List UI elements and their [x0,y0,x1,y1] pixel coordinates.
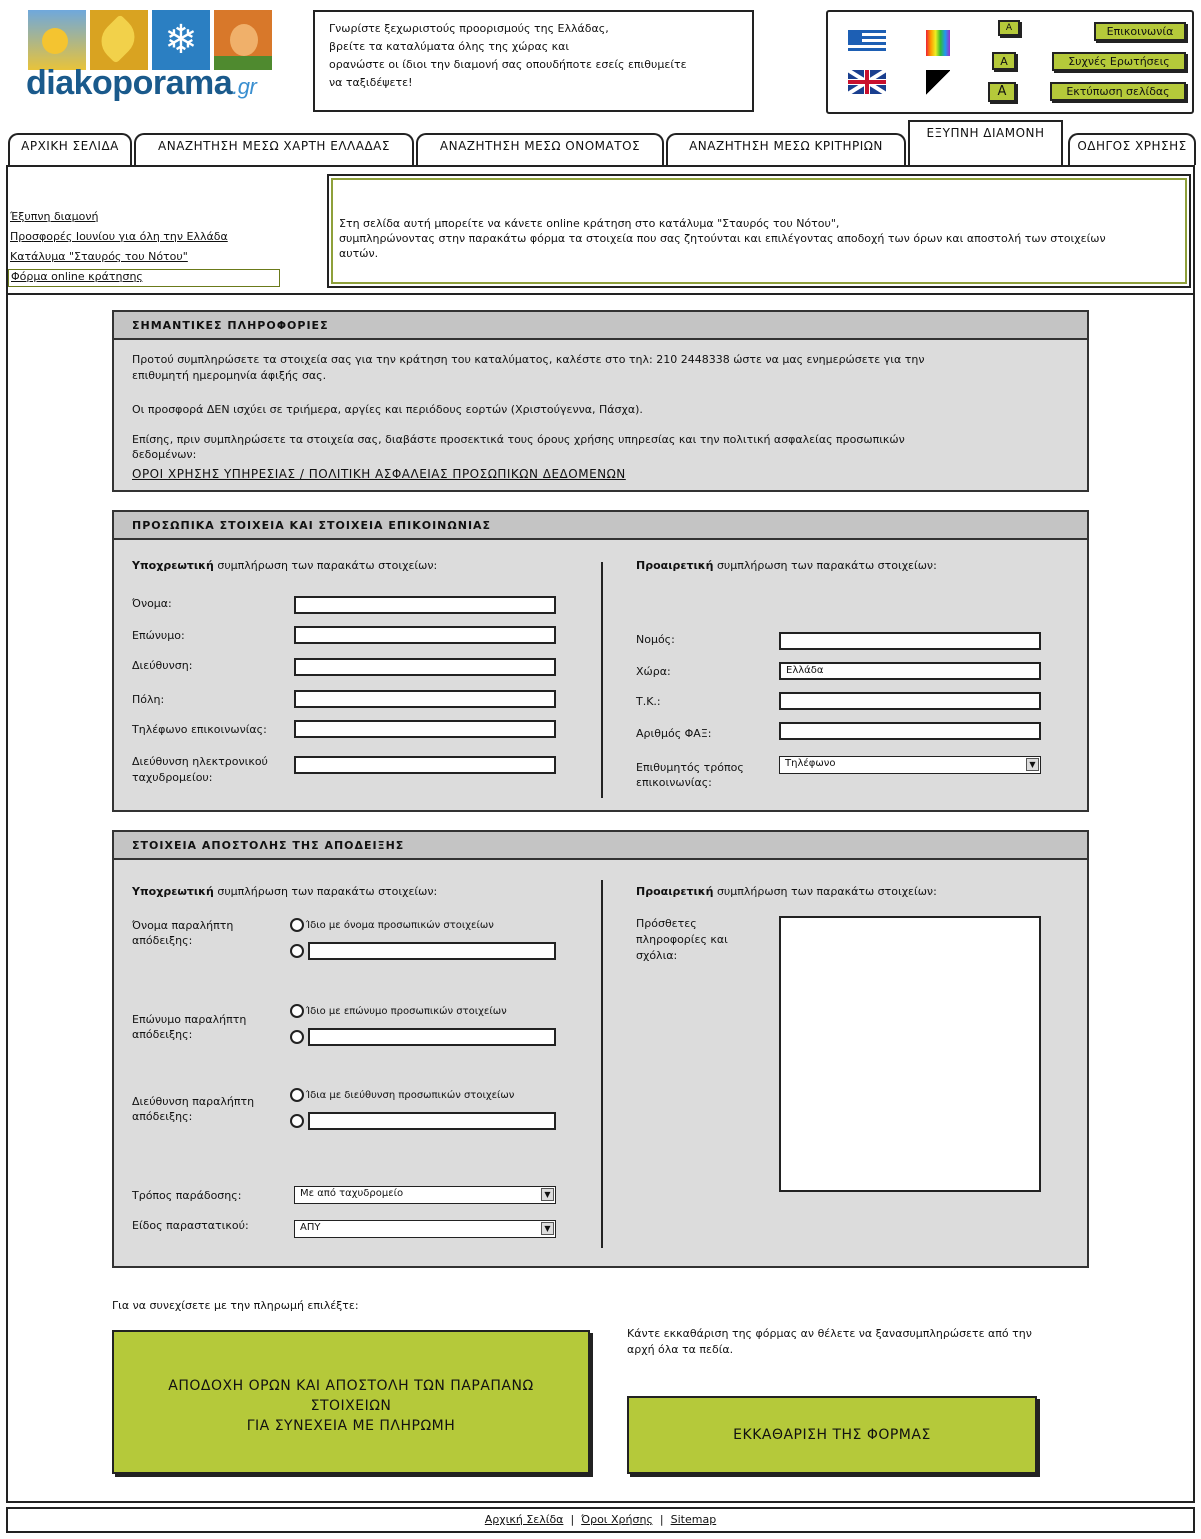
footer-separator: | [570,1513,575,1526]
greek-flag-icon[interactable] [848,30,886,54]
chevron-down-icon[interactable]: ▼ [541,1222,554,1235]
required-note-rest: συμπλήρωση των παρακάτω στοιχείων: [217,559,438,572]
font-size-small-button[interactable]: A [998,20,1020,36]
intro-line: ορανώστε οι ίδιοι την διαμονή σας οπουδήποτε εσείς επιθυμείτε [329,58,687,71]
accept-button-line: ΣΤΟΙΧΕΙΩΝ [310,1398,392,1414]
optional-bold: Προαιρετική [636,559,714,572]
recipient-name-same-label: Ίδιο με όνομα προσωπικών στοιχείων [306,920,494,931]
surname-input[interactable] [294,626,556,644]
font-size-large-button[interactable]: A [988,82,1016,102]
important-p3a: Επίσης, πριν συμπληρώσετε τα στοιχεία σας, διαβάστε προσεκτικά τους όρους χρήσης υπηρεσίας και την πολιτική ασφαλείας προσωπικών [132,433,905,446]
chevron-down-icon[interactable]: ▼ [541,1188,554,1201]
breadcrumb-accommodation[interactable]: Κατάλυμα "Σταυρός του Νότου" [10,250,188,263]
required-note [132,558,437,573]
postcode-label: Τ.Κ.: [636,695,661,708]
footer-terms-link[interactable]: Όροι Χρήσης [581,1513,653,1526]
logo-images [28,10,272,70]
color-contrast-icon[interactable] [926,30,950,56]
snowflake-icon: ❄ [152,10,210,70]
delivery-select[interactable] [294,1186,556,1204]
footer-sitemap-link[interactable]: Sitemap [670,1513,717,1526]
receipt-optional-bold: Προαιρετική [636,885,714,898]
recipient-name-label-2: απόδειξης: [132,934,193,947]
fax-label: Αριθμός ΦΑΞ: [636,727,712,740]
clear-text [627,1326,1032,1358]
important-title: ΣΗΜΑΝΤΙΚΕΣ ΠΛΗΡΟΦΟΡΙΕΣ [114,312,1087,340]
info-line: αυτών. [339,247,379,260]
recipient-name-same-radio[interactable] [290,918,304,932]
country-input[interactable]: Ελλάδα [779,662,1041,680]
recipient-address-other-radio[interactable] [290,1114,304,1128]
receipt-optional-note [636,884,937,899]
recipient-address-input[interactable] [308,1112,556,1130]
continue-text: Για να συνεχίσετε με την πληρωμή επιλέξτε: [112,1299,359,1312]
recipient-surname-other-radio[interactable] [290,1030,304,1044]
comments-label-1: Πρόσθετες [636,917,697,930]
doc-type-select[interactable] [294,1220,556,1238]
personal-title: ΠΡΟΣΩΠΙΚΑ ΣΤΟΙΧΕΙΑ ΚΑΙ ΣΤΟΙΧΕΙΑ ΕΠΙΚΟΙΝΩΝΙΑΣ [114,512,1087,540]
uk-flag-icon[interactable] [848,70,886,94]
print-button[interactable]: Εκτύπωση σελίδας [1050,82,1186,101]
clear-form-button[interactable] [627,1396,1037,1474]
logo-text: diakoporama [26,64,233,102]
optional-note-rest: συμπλήρωση των παρακάτω στοιχείων: [716,559,937,572]
tab-name-search[interactable]: ΑΝΑΖΗΤΗΣΗ ΜΕΣΩ ΟΝΟΜΑΤΟΣ [416,133,664,165]
email-label-2: ταχυδρομείου: [132,771,213,784]
comments-textarea[interactable] [779,916,1041,1192]
doc-type-value: ΑΠΥ [300,1222,321,1233]
recipient-name-label-1: Όνομα παραλήπτη [132,919,234,932]
important-p2: Οι προσφορά ΔΕΝ ισχύει σε τριήμερα, αργίες και περιόδους εορτών (Χριστούγεννα, Πάσχα). [132,403,643,416]
breadcrumb-booking-form[interactable]: Φόρμα online κράτησης [8,269,280,287]
accept-and-submit-button[interactable] [112,1330,590,1474]
receipt-title: ΣΤΟΙΧΕΙΑ ΑΠΟΣΤΟΛΗΣ ΤΗΣ ΑΠΟΔΕΙΞΗΣ [114,832,1087,860]
contact-button[interactable]: Επικοινωνία [1094,22,1186,41]
accept-button-line: ΓΙΑ ΣΥΝΕΧΕΙΑ ΜΕ ΠΛΗΡΩΜΗ [246,1418,456,1434]
font-size-medium-button[interactable]: A [992,52,1016,70]
column-divider [601,562,603,798]
intro-line: Γνωρίστε ξεχωριστούς προορισμούς της Ελλάδας, [329,22,609,35]
recipient-address-label-1: Διεύθυνση παραλήπτη [132,1095,255,1108]
recipient-surname-same-label: Ίδιο με επώνυμο προσωπικών στοιχείων [306,1006,507,1017]
phone-input[interactable] [294,720,556,738]
nav-divider [6,293,1195,295]
info-line: συμπληρώνοντας στην παρακάτω φόρμα τα στοιχεία που σας ζητούνται και επιλέγοντας αποδοχή των όρων και αποστολή των στοιχείων [339,232,1106,245]
intro-line: να ταξιδέψετε! [329,76,413,89]
phone-label: Τηλέφωνο επικοινωνίας: [132,723,267,736]
city-input[interactable] [294,690,556,708]
faq-button[interactable]: Συχνές Ερωτήσεις [1052,52,1186,71]
postcode-input[interactable] [779,692,1041,710]
prefecture-label: Νομός: [636,633,675,646]
chevron-down-icon[interactable]: ▼ [1026,758,1039,771]
tab-user-guide[interactable]: ΟΔΗΓΟΣ ΧΡΗΣΗΣ [1068,133,1196,165]
email-label-1: Διεύθυνση ηλεκτρονικού [132,755,268,768]
tab-home[interactable]: ΑΡΧΙΚΗ ΣΕΛΙΔΑ [8,133,132,165]
recipient-address-label-2: απόδειξης: [132,1110,193,1123]
receipt-required-rest: συμπλήρωση των παρακάτω στοιχείων: [217,885,438,898]
footer-separator: | [659,1513,664,1526]
recipient-address-same-radio[interactable] [290,1088,304,1102]
info-box [327,174,1191,288]
footer [6,1507,1195,1533]
leaf-icon [90,10,148,70]
breadcrumb-june-offers[interactable]: Προσφορές Ιουνίου για όλη την Ελλάδα [10,230,228,243]
delivery-label: Τρόπος παράδοσης: [132,1189,242,1202]
flower-icon [214,10,272,70]
comments-label-3: σχόλια: [636,949,678,962]
receipt-column-divider [601,880,603,1248]
logo-suffix: .gr [232,74,257,99]
important-p1a: Προτού συμπληρώσετε τα στοιχεία σας για την κράτηση του καταλύματος, καλέστε στο τηλ: 210 2448338 ώστε να μας ενημερώσετε για την [132,353,925,366]
prefecture-input[interactable] [779,632,1041,650]
important-p1b: επιθυμητή ημερομηνία άφιξής σας. [132,369,327,382]
clear-text-line: Κάντε εκκαθάριση της φόρμας αν θέλετε να ξανασυμπληρώσετε από την [627,1327,1032,1340]
recipient-address-same-label: Ίδια με διεύθυνση προσωπικών στοιχείων [306,1090,515,1101]
breadcrumb-smart-stay[interactable]: Έξυπνη διαμονή [10,210,99,223]
tab-criteria-search[interactable]: ΑΝΑΖΗΤΗΣΗ ΜΕΣΩ ΚΡΙΤΗΡΙΩΝ [666,133,906,165]
receipt-optional-rest: συμπλήρωση των παρακάτω στοιχείων: [716,885,937,898]
name-label: Όνομα: [132,597,172,610]
accept-button-line: ΑΠΟΔΟΧΗ ΟΡΩΝ ΚΑΙ ΑΠΟΣΤΟΛΗ ΤΩΝ ΠΑΡΑΠΑΝΩ [168,1378,534,1394]
receipt-required-bold: Υποχρεωτική [132,885,214,898]
surname-label: Επώνυμο: [132,629,185,642]
important-p3b: δεδομένων: [132,448,197,461]
recipient-surname-input[interactable] [308,1028,556,1046]
recipient-surname-same-radio[interactable] [290,1004,304,1018]
delivery-value: Με από ταχυδρομείο [300,1188,404,1199]
receipt-section [112,830,1089,1268]
recipient-name-other-radio[interactable] [290,944,304,958]
footer-home-link[interactable]: Αρχική Σελίδα [484,1513,564,1526]
city-label: Πόλη: [132,693,165,706]
contact-method-label-1: Επιθυμητός τρόπος [636,761,744,774]
contact-method-select[interactable] [779,756,1041,774]
terms-link[interactable]: ΟΡΟΙ ΧΡΗΣΗΣ ΥΠΗΡΕΣΙΑΣ / ΠΟΛΙΤΙΚΗ ΑΣΦΑΛΕΙΑΣ ΠΡΟΣΩΠΙΚΩΝ ΔΕΔΟΜΕΝΩΝ [132,467,626,481]
intro-line: βρείτε τα καταλύματα όλης της χώρας και [329,40,570,53]
tab-map-search[interactable]: ΑΝΑΖΗΤΗΣΗ ΜΕΣΩ ΧΑΡΤΗ ΕΛΛΑΔΑΣ [134,133,414,165]
doc-type-label: Είδος παραστατικού: [132,1219,249,1232]
info-line: Στη σελίδα αυτή μπορείτε να κάνετε online κράτηση στο κατάλυμα "Σταυρός του Νότου", [339,217,840,230]
optional-note [636,558,937,573]
personal-section [112,510,1089,812]
receipt-required-note [132,884,437,899]
required-bold: Υποχρεωτική [132,559,214,572]
tab-smart-stay[interactable]: ΕΞΥΠΝΗ ΔΙΑΜΟΝΗ [908,120,1063,166]
email-input[interactable] [294,756,556,774]
contact-method-label-2: επικοινωνίας: [636,776,712,789]
address-label: Διεύθυνση: [132,659,193,672]
important-section [112,310,1089,492]
address-input[interactable] [294,658,556,676]
clear-text-line: αρχή όλα τα πεδία. [627,1343,734,1356]
recipient-name-input[interactable] [308,942,556,960]
name-input[interactable] [294,596,556,614]
contact-method-value: Τηλέφωνο [785,758,836,769]
fax-input[interactable] [779,722,1041,740]
logo[interactable] [26,8,286,120]
country-label: Χώρα: [636,665,671,678]
high-contrast-icon[interactable] [926,70,950,96]
sun-icon [28,10,86,70]
recipient-surname-label-1: Επώνυμο παραλήπτη [132,1013,247,1026]
clear-button-label: ΕΚΚΑΘΑΡΙΣΗ ΤΗΣ ΦΟΡΜΑΣ [733,1427,931,1443]
comments-label-2: πληροφορίες και [636,933,728,946]
tools-panel [826,10,1194,114]
intro-box [313,10,754,112]
recipient-surname-label-2: απόδειξης: [132,1028,193,1041]
